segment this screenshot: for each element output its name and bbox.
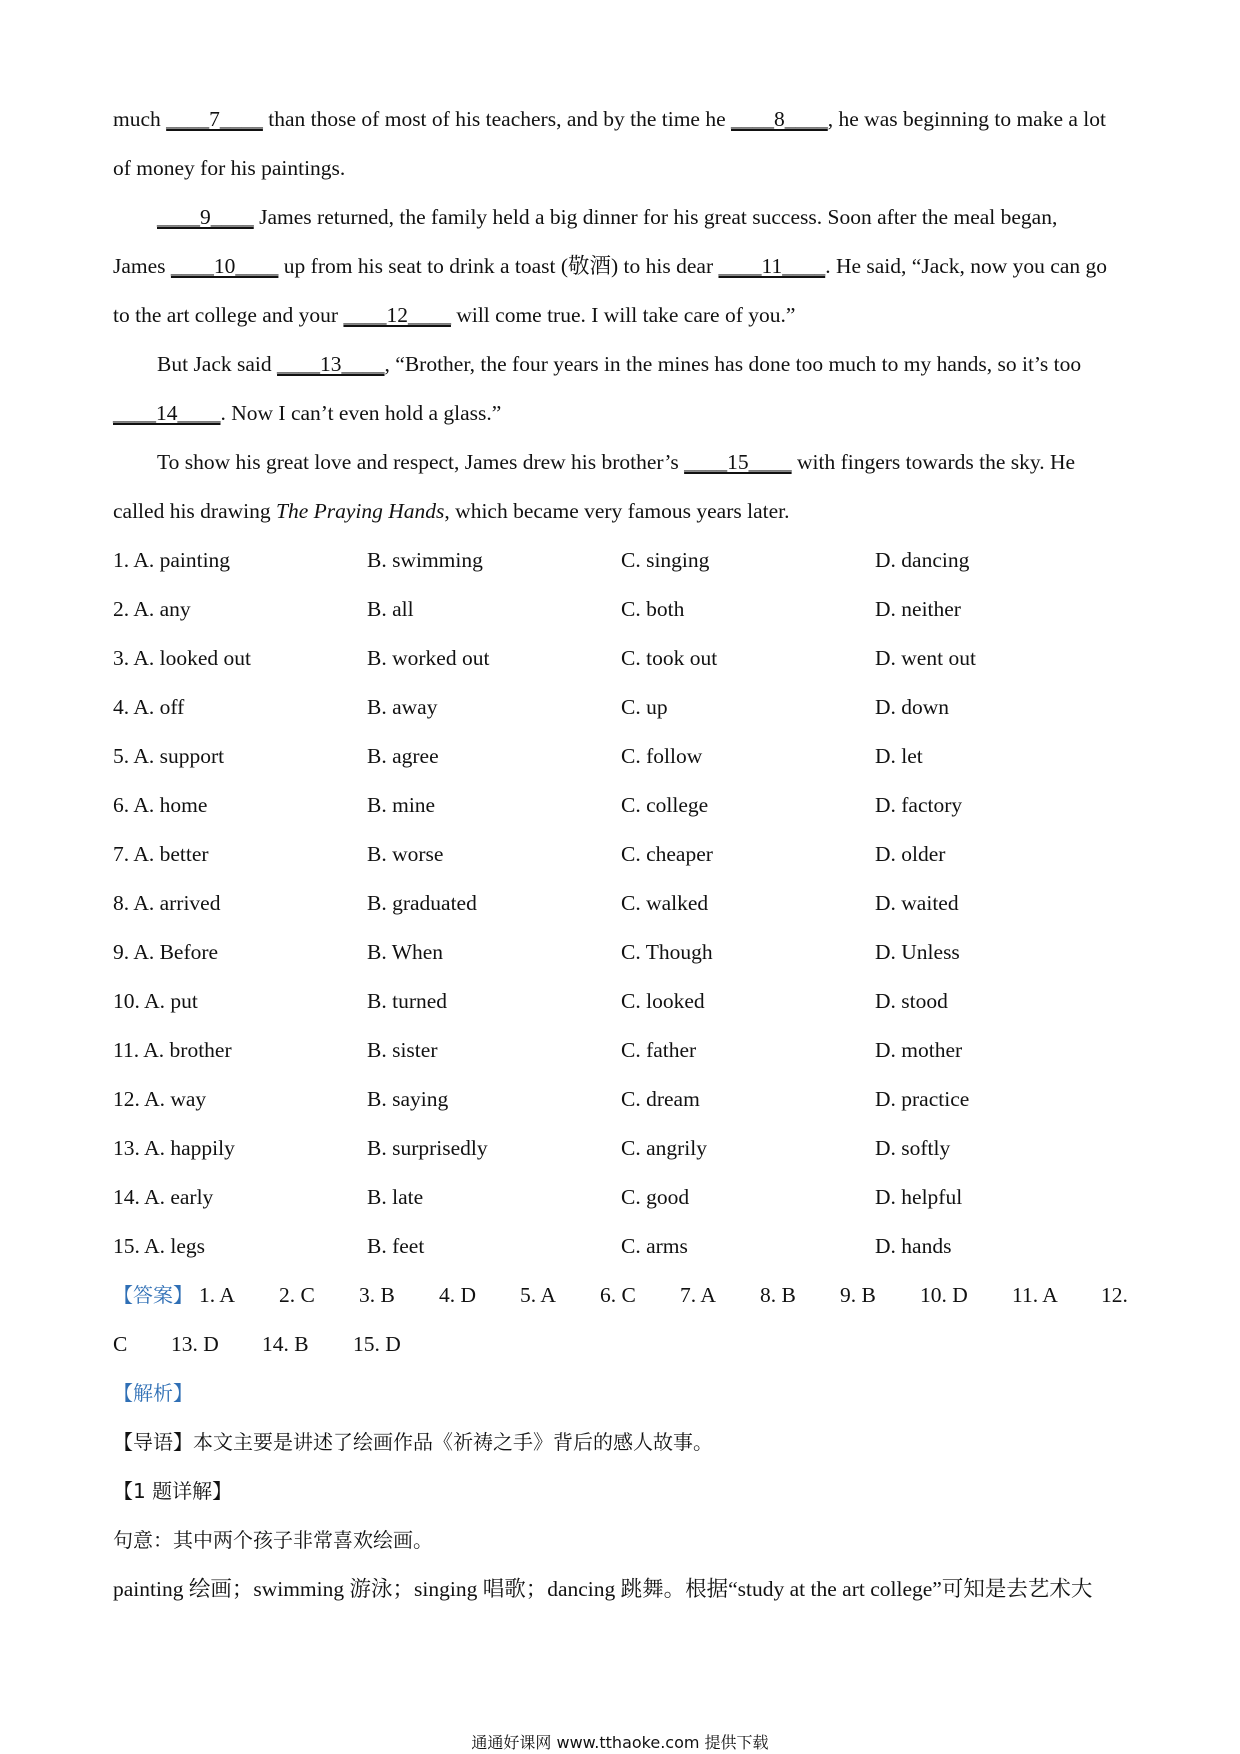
footer-watermark: 通通好课网 www.tthaoke.com 提供下载 <box>471 1733 769 1752</box>
option-b: B. sister <box>367 1038 438 1062</box>
q1-heading: 【1 题详解】 <box>113 1479 233 1503</box>
option-row-5 <box>0 741 1240 771</box>
blank-12: ____12____ <box>343 303 451 327</box>
option-c: C. college <box>621 793 709 817</box>
option-b: B. graduated <box>367 891 477 915</box>
analysis-intro: 【导语】本文主要是讲述了绘画作品《祈祷之手》背后的感人故事。 <box>113 1430 713 1454</box>
option-d: D. Unless <box>875 940 960 964</box>
passage-line-5 <box>113 300 795 330</box>
option-c: C. both <box>621 597 685 621</box>
option-a: 8. A. arrived <box>113 891 221 915</box>
option-d: D. softly <box>875 1136 951 1160</box>
text: . Now I can’t even hold a glass.” <box>220 401 502 425</box>
passage-line-8 <box>157 447 1075 477</box>
answer-item: 14. B <box>262 1332 309 1356</box>
text: But Jack said <box>157 352 278 376</box>
option-a: 4. A. off <box>113 695 185 719</box>
answer-item: 1. A <box>199 1283 235 1307</box>
option-d: D. practice <box>875 1087 970 1111</box>
passage-line-9 <box>113 496 789 526</box>
option-c: C. cheaper <box>621 842 713 866</box>
option-a: 5. A. support <box>113 744 225 768</box>
passage-line-2: of money for his paintings. <box>113 156 346 180</box>
option-row-11 <box>0 1035 1240 1065</box>
text: , he was beginning to make a lot <box>827 107 1107 131</box>
blank-10: ____10____ <box>170 254 279 278</box>
option-row-4 <box>0 692 1240 722</box>
option-b: B. feet <box>367 1234 425 1258</box>
option-d: D. helpful <box>875 1185 963 1209</box>
option-row-1 <box>0 545 1240 575</box>
passage-line-7 <box>113 398 501 428</box>
answer-item: 5. A <box>520 1283 556 1307</box>
option-a: 3. A. looked out <box>113 646 251 670</box>
text: James <box>113 254 171 278</box>
option-a: 13. A. happily <box>113 1136 235 1160</box>
passage-line-6 <box>157 349 1081 379</box>
answer-item: C <box>113 1332 128 1356</box>
option-b: B. surprisedly <box>367 1136 488 1160</box>
option-a: 15. A. legs <box>113 1234 205 1258</box>
answer-label: 【答案】 <box>113 1283 193 1307</box>
option-row-14 <box>0 1182 1240 1212</box>
blank-13: ____13____ <box>277 352 385 376</box>
text: will come true. I will take care of you.” <box>450 303 796 327</box>
blank-14: ____14____ <box>113 401 221 425</box>
blank-7: ____7____ <box>166 107 263 131</box>
option-d: D. neither <box>875 597 961 621</box>
option-row-10 <box>0 986 1240 1016</box>
option-d: D. older <box>875 842 946 866</box>
option-b: B. worse <box>367 842 444 866</box>
answer-item: 9. B <box>840 1283 876 1307</box>
option-row-13 <box>0 1133 1240 1163</box>
option-c: C. father <box>621 1038 697 1062</box>
option-a: 12. A. way <box>113 1087 207 1111</box>
text: than those of most of his teachers, and by the time he <box>262 107 732 131</box>
answer-item: 13. D <box>171 1332 219 1356</box>
text: . He said, “Jack, now you can go <box>825 254 1108 278</box>
option-b: B. turned <box>367 989 448 1013</box>
option-d: D. down <box>875 695 950 719</box>
option-c: C. good <box>621 1185 690 1209</box>
answer-item: 10. D <box>920 1283 968 1307</box>
option-c: C. Though <box>621 940 713 964</box>
answer-item: 2. C <box>279 1283 315 1307</box>
option-a: 6. A. home <box>113 793 208 817</box>
option-c: C. singing <box>621 548 710 572</box>
option-b: B. swimming <box>367 548 483 572</box>
option-row-9 <box>0 937 1240 967</box>
option-row-7 <box>0 839 1240 869</box>
text: To show his great love and respect, James drew his brother’s <box>157 450 685 474</box>
answer-item: 3. B <box>359 1283 395 1307</box>
option-a: 7. A. better <box>113 842 209 866</box>
answer-item: 8. B <box>760 1283 796 1307</box>
option-a: 10. A. put <box>113 989 198 1013</box>
option-row-6 <box>0 790 1240 820</box>
option-row-8 <box>0 888 1240 918</box>
option-a: 9. A. Before <box>113 940 219 964</box>
option-row-15 <box>0 1231 1240 1261</box>
text: to the art college and your <box>113 303 344 327</box>
option-b: B. agree <box>367 744 439 768</box>
answer-item: 15. D <box>353 1332 401 1356</box>
option-d: D. dancing <box>875 548 970 572</box>
option-c: C. angrily <box>621 1136 707 1160</box>
option-a: 14. A. early <box>113 1185 214 1209</box>
option-a: 11. A. brother <box>113 1038 232 1062</box>
option-d: D. hands <box>875 1234 952 1258</box>
q1-meaning: 句意：其中两个孩子非常喜欢绘画。 <box>113 1528 433 1552</box>
option-b: B. mine <box>367 793 436 817</box>
text: , “Brother, the four years in the mines has done too much to my hands, so it’s too <box>384 352 1082 376</box>
answer-item: 11. A <box>1012 1283 1058 1307</box>
option-d: D. waited <box>875 891 959 915</box>
text: called his drawing <box>113 499 276 523</box>
text: with fingers towards the sky. He <box>791 450 1076 474</box>
answers-row-1 <box>0 1280 1240 1310</box>
option-c: C. arms <box>621 1234 688 1258</box>
option-a: 2. A. any <box>113 597 191 621</box>
blank-9: ____9____ <box>157 205 254 229</box>
answers-row-2 <box>0 1329 1240 1359</box>
answer-item: 12. <box>1101 1283 1128 1307</box>
blank-8: ____8____ <box>731 107 828 131</box>
option-c: C. dream <box>621 1087 700 1111</box>
option-c: C. follow <box>621 744 703 768</box>
option-b: B. worked out <box>367 646 490 670</box>
answer-item: 7. A <box>680 1283 716 1307</box>
option-d: D. factory <box>875 793 963 817</box>
text: James returned, the family held a big dinner for his great success. Soon after the meal began, <box>253 205 1058 229</box>
option-c: C. took out <box>621 646 718 670</box>
option-row-2 <box>0 594 1240 624</box>
option-d: D. let <box>875 744 923 768</box>
option-row-12 <box>0 1084 1240 1114</box>
option-b: B. all <box>367 597 414 621</box>
passage-line-3 <box>157 202 1057 232</box>
option-c: C. looked <box>621 989 705 1013</box>
answer-item: 6. C <box>600 1283 636 1307</box>
option-b: B. late <box>367 1185 424 1209</box>
q1-detail: painting 绘画；swimming 游泳；singing 唱歌；dancing 跳舞。根据“study at the art college”可知是去艺术大 <box>113 1577 1093 1601</box>
option-c: C. up <box>621 695 668 719</box>
option-a: 1. A. painting <box>113 548 231 572</box>
answer-item: 4. D <box>439 1283 477 1307</box>
option-d: D. went out <box>875 646 976 670</box>
blank-15: ____15____ <box>684 450 792 474</box>
passage-line-4 <box>113 251 1107 281</box>
passage-line-1 <box>113 104 1106 134</box>
analysis-label: 【解析】 <box>113 1381 193 1405</box>
option-d: D. stood <box>875 989 948 1013</box>
option-row-3 <box>0 643 1240 673</box>
text: much <box>113 107 167 131</box>
text: up from his seat to drink a toast (敬酒) to his dear <box>278 254 719 278</box>
option-b: B. When <box>367 940 444 964</box>
option-b: B. saying <box>367 1087 449 1111</box>
text: , which became very famous years later. <box>444 499 790 523</box>
option-b: B. away <box>367 695 438 719</box>
blank-11: ____11____ <box>718 254 826 278</box>
option-d: D. mother <box>875 1038 963 1062</box>
option-c: C. walked <box>621 891 709 915</box>
artwork-title: The Praying Hands <box>276 499 445 523</box>
